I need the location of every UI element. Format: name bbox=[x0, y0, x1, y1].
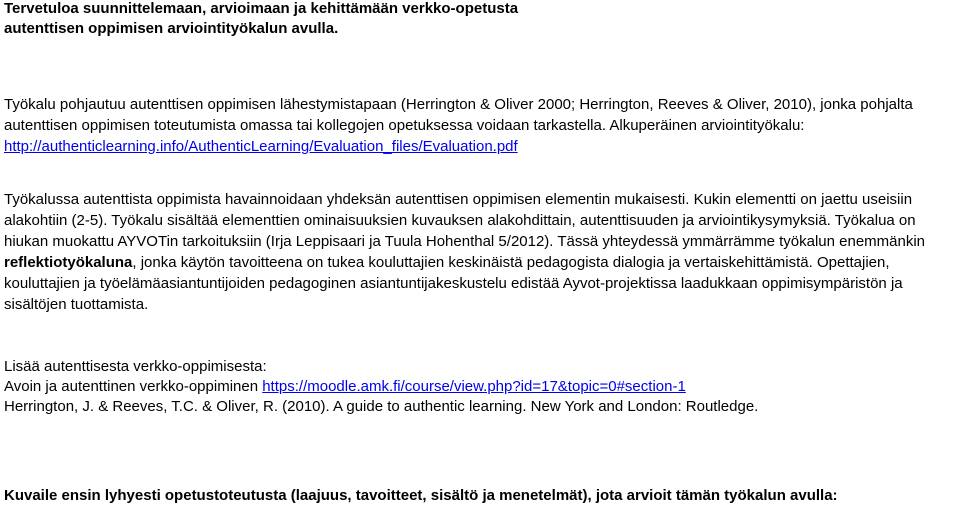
description-line-4 bbox=[4, 254, 890, 272]
evaluation-pdf-link[interactable]: http://authenticlearning.info/AuthenticLearning/Evaluation_files/Evaluation.pdf bbox=[4, 138, 518, 155]
description-line-6: sisältöjen tuottamista. bbox=[4, 296, 149, 313]
evaluation-prompt: Kuvaile ensin lyhyesti opetustoteutusta (laajuus, tavoitteet, sisältö ja menetelmät), jota arvioit tämän työkalun avulla: bbox=[4, 487, 838, 504]
intro-line-1: Tervetuloa suunnittelemaan, arvioimaan ja kehittämään verkko-opetusta bbox=[4, 0, 519, 17]
description-line-4-rest: , jonka käytön tavoitteena on tukea kouluttajien keskinäistä pedagogista dialogia ja vertaiskehittämistä. Opettajien, bbox=[132, 254, 890, 271]
more-item-1-text: Avoin ja autenttinen verkko-oppiminen bbox=[4, 378, 263, 395]
background-line-1: Työkalu pohjautuu autenttisen oppimisen lähestymistapaan (Herrington & Oliver 2000; Herrington, Reeves & Oliver, 2010), jonka pohjalta bbox=[4, 96, 913, 113]
more-item-1 bbox=[4, 378, 686, 396]
description-line-1: Työkalussa autenttista oppimista havainnoidaan yhdeksän autenttisen oppimisen elementin mukaisesti. Kukin elementti on jaettu useisiin bbox=[4, 191, 913, 208]
description-line-2: alakohtiin (2-5). Työkalu sisältää elementtien ominaisuuksien kuvauksen alakohdittain, autenttisuuden ja arviointikysymyksiä. Työkalua on bbox=[4, 212, 916, 229]
description-line-3: hiukan muokattu AYVOTin tarkoituksiin (Irja Leppisaari ja Tuula Hohenthal 5/2012). Tässä yhteydessä ymmärrämme työkalun enemmänkin bbox=[4, 233, 926, 250]
description-line-5: kouluttajien ja työelämäasiantuntijoiden pedagoginen asiantuntijakeskustelu edistää Ayvot-projektissa laadukkaan oppimisympäristön ja bbox=[4, 275, 903, 292]
more-heading: Lisää autenttisesta verkko-oppimisesta: bbox=[4, 358, 267, 375]
reflection-tool-term: reflektiotyökaluna bbox=[4, 254, 133, 271]
moodle-course-link[interactable]: https://moodle.amk.fi/course/view.php?id=17&topic=0#section-1 bbox=[262, 378, 686, 395]
intro-line-2: autenttisen oppimisen arviointityökalun avulla. bbox=[4, 20, 339, 37]
more-item-2: Herrington, J. & Reeves, T.C. & Oliver, R. (2010). A guide to authentic learning. New York and London: Routledge. bbox=[4, 398, 759, 415]
background-line-2: autenttisen oppimisen toteutumista omassa tai kollegojen opetuksessa voidaan tarkastella. Alkuperäinen arviointityökalu: bbox=[4, 117, 805, 134]
background-link-line bbox=[4, 138, 518, 156]
